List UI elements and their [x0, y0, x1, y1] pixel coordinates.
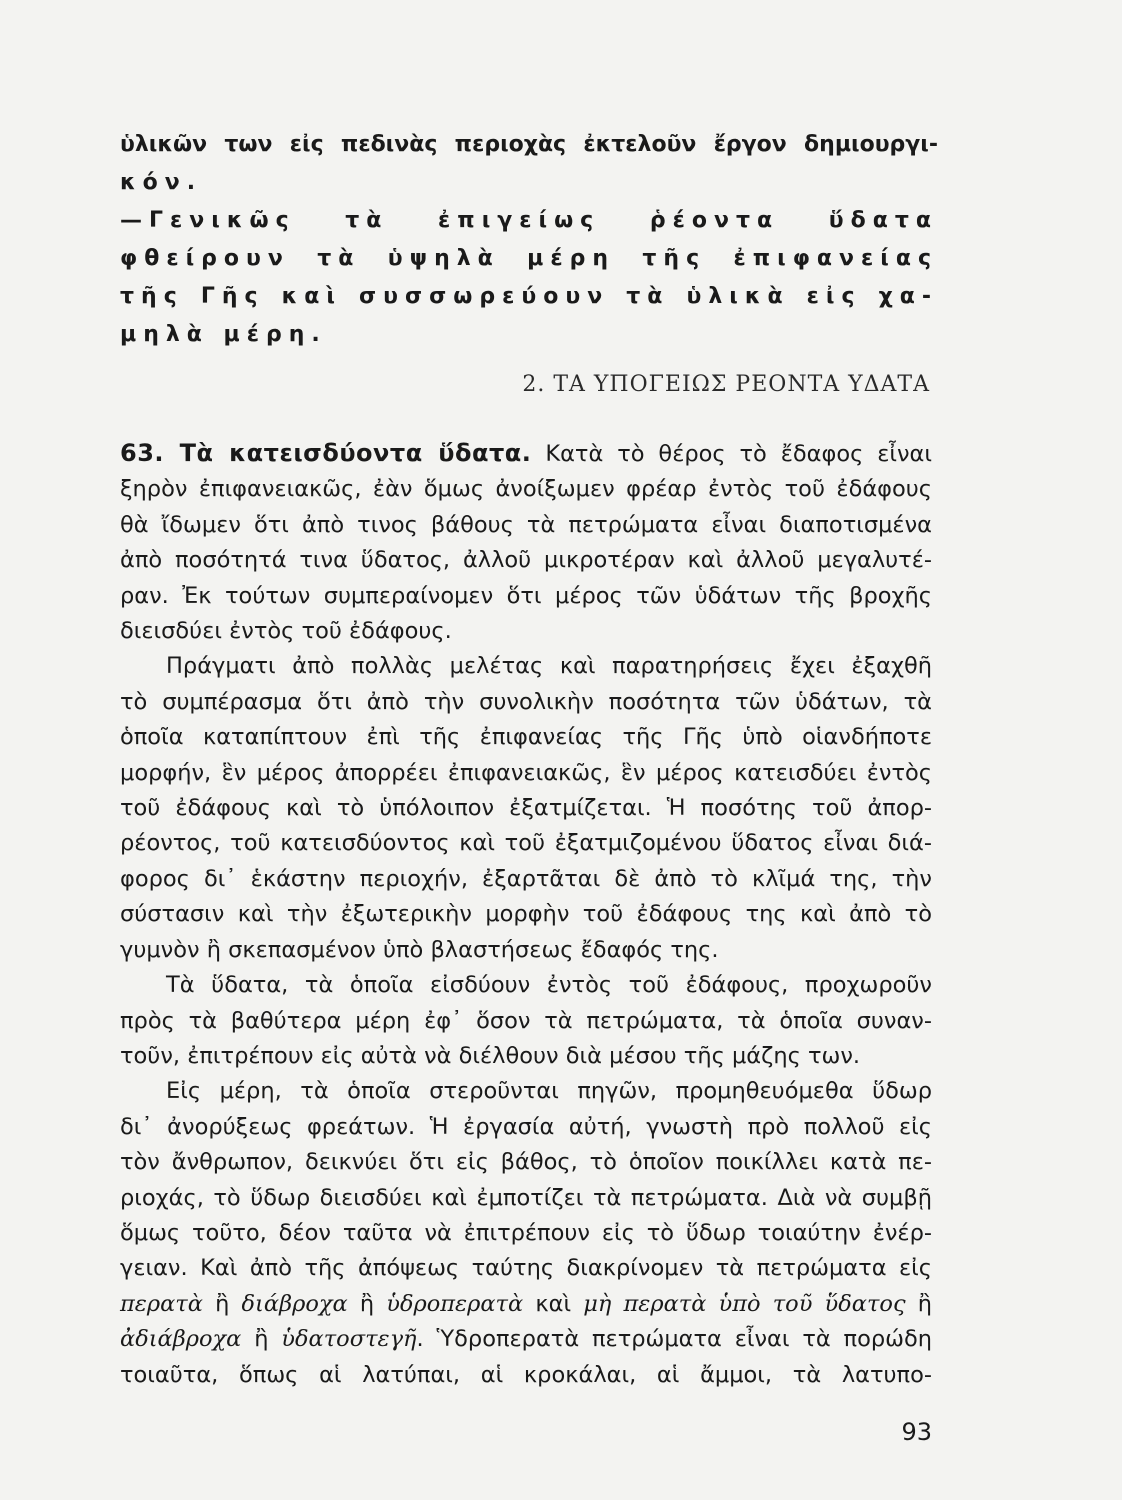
body-line: σύστασιν καὶ τὴν ἐξωτερικὴν μορφὴν τοῦ ἐδάφους της καὶ ἀπὸ τὸ: [120, 901, 932, 928]
body-line: γυμνὸν ἢ σκεπασμένον ὑπὸ βλαστήσεως ἔδαφός της.: [120, 936, 719, 963]
body-line: Εἰς μέρη, τὰ ὁποῖα στεροῦνται πηγῶν, προμηθευόμεθα ὕδωρ: [166, 1078, 932, 1105]
term-italic: ὑδατοστεγῆ: [281, 1326, 417, 1353]
body-line: μορφήν, ἓν μέρος ἀπορρέει ἐπιφανειακῶς, ἓν μέρος κατεισδύει ἐντὸς: [120, 759, 932, 786]
body-line: διεισδύει ἐντὸς τοῦ ἐδάφους.: [120, 618, 452, 645]
body-line-text: ἢ: [347, 1290, 387, 1317]
summary-block: [120, 126, 938, 354]
body-line: τὸν ἄνθρωπον, δεικνύει ὅτι εἰς βάθος, τὸ ὁποῖον ποικίλλει κατὰ πε-: [120, 1149, 932, 1176]
term-italic: ὑδροπερατὰ: [386, 1290, 524, 1317]
body-line-text: ἢ: [905, 1290, 932, 1317]
summary-line: κόν.: [120, 170, 203, 195]
body-line: ραν. Ἐκ τούτων συμπεραίνομεν ὅτι μέρος τῶν ὑδάτων τῆς βροχῆς: [120, 582, 932, 609]
term-italic: μὴ περατὰ ὑπὸ τοῦ ὕδατος: [583, 1290, 906, 1317]
body-line: φορος δι᾿ ἑκάστην περιοχήν, ἐξαρτᾶται δὲ ἀπὸ τὸ κλῖμά της, τὴν: [120, 865, 932, 892]
paragraph-lead: 63. Τὰ κατεισδύοντα ὕδατα.: [120, 439, 532, 467]
term-italic: διάβροχα: [241, 1290, 348, 1317]
body-line-text: ἢ: [241, 1326, 282, 1353]
body-line: ὁποῖα καταπίπτουν ἐπὶ τῆς ἐπιφανείας τῆς Γῆς ὑπὸ οἱανδήποτε: [120, 724, 932, 751]
term-italic: περατὰ: [120, 1290, 203, 1317]
section-heading: 2. ΤΑ ΥΠΟΓΕΙΩΣ ΡΕΟΝΤΑ ΥΔΑΤΑ: [522, 372, 930, 397]
body-line: τοιαῦτα, ὅπως αἱ λατύπαι, αἱ κροκάλαι, αἱ ἄμμοι, τὰ λατυπο-: [120, 1361, 932, 1388]
body-line: γειαν. Καὶ ἀπὸ τῆς ἀπόψεως ταύτης διακρίνομεν τὰ πετρώματα εἰς: [120, 1255, 932, 1282]
body-line: τὸ συμπέρασμα ὅτι ἀπὸ τὴν συνολικὴν ποσότητα τῶν ὑδάτων, τὰ: [120, 688, 932, 715]
body-line: ξηρὸν ἐπιφανειακῶς, ἐὰν ὅμως ἀνοίξωμεν φρέαρ ἐντὸς τοῦ ἐδάφους: [120, 476, 932, 503]
body-line: [120, 436, 932, 472]
body-line-text: ἢ: [202, 1290, 242, 1317]
body-line: [120, 1287, 932, 1322]
body-line: [120, 1322, 932, 1357]
body-line-text: . Ὑδροπερατὰ πετρώματα εἶναι τὰ πορώδη: [416, 1326, 932, 1353]
body-line: τοῦ ἐδάφους καὶ τὸ ὑπόλοιπον ἐξατμίζεται. Ἡ ποσότης τοῦ ἀπορ-: [120, 795, 932, 822]
summary-line: ὑλικῶν των εἰς πεδινὰς περιοχὰς ἐκτελοῦν ἔργον δημιουργι-: [120, 132, 938, 157]
body-line: θὰ ἴδωμεν ὅτι ἀπὸ τινος βάθους τὰ πετρώματα εἶναι διαποτισμένα: [120, 511, 932, 538]
body-line: Πράγματι ἀπὸ πολλὰς μελέτας καὶ παρατηρήσεις ἔχει ἐξαχθῆ: [166, 653, 932, 680]
body-line-text: καὶ: [523, 1290, 584, 1317]
body-line: ἀπὸ ποσότητά τινα ὕδατος, ἀλλοῦ μικροτέραν καὶ ἀλλοῦ μεγαλυτέ-: [120, 547, 932, 574]
body-line: ριοχάς, τὸ ὕδωρ διεισδύει καὶ ἐμποτίζει τὰ πετρώματα. Διὰ νὰ συμβῇ: [120, 1184, 932, 1211]
summary-line: τῆς Γῆς καὶ συσσωρεύουν τὰ ὑλικὰ εἰς χα-: [120, 284, 938, 309]
body-line: Τὰ ὕδατα, τὰ ὁποῖα εἰσδύουν ἐντὸς τοῦ ἐδάφους, προχωροῦν: [166, 972, 932, 999]
term-italic: ἀδιάβροχα: [120, 1326, 242, 1353]
body-line-text: Κατὰ τὸ θέρος τὸ ἔδαφος εἶναι: [531, 441, 933, 467]
summary-line: μηλὰ μέρη.: [120, 322, 327, 347]
page-number: 93: [901, 1418, 932, 1446]
summary-line: φθείρουν τὰ ὑψηλὰ μέρη τῆς ἐπιφανείας: [120, 246, 938, 271]
body-line: πρὸς τὰ βαθύτερα μέρη ἐφ᾿ ὅσον τὰ πετρώματα, τὰ ὁποῖα συναν-: [120, 1007, 932, 1034]
body-text: [120, 436, 932, 1393]
body-line: τοῦν, ἐπιτρέπουν εἰς αὐτὰ νὰ διέλθουν διὰ μέσου τῆς μάζης των.: [120, 1042, 861, 1069]
summary-line: —Γενικῶς τὰ ἐπιγείως ῥέοντα ὕδατα: [120, 208, 938, 233]
body-line: ὅμως τοῦτο, δέον ταῦτα νὰ ἐπιτρέπουν εἰς τὸ ὕδωρ τοιαύτην ἐνέρ-: [120, 1219, 932, 1246]
body-line: ρέοντος, τοῦ κατεισδύοντος καὶ τοῦ ἐξατμιζομένου ὕδατος εἶναι διά-: [120, 830, 932, 857]
body-line: δι᾿ ἀνορύξεως φρεάτων. Ἡ ἐργασία αὐτή, γνωστὴ πρὸ πολλοῦ εἰς: [120, 1113, 932, 1140]
